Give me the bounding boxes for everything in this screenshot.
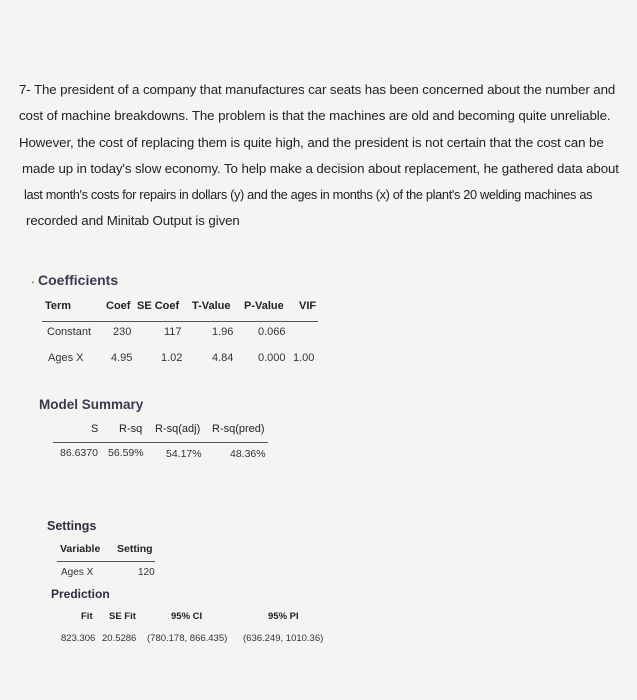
cell-coef: 230 <box>113 326 132 338</box>
cell-term: Constant <box>47 326 92 338</box>
summary-divider <box>53 442 268 443</box>
col-header-95-ci: 95% CI <box>171 611 203 622</box>
prediction-title: Prediction <box>51 587 110 601</box>
cell-setting: 120 <box>138 567 155 578</box>
cell-coef: 4.95 <box>111 352 133 364</box>
col-header-s: S <box>91 423 99 435</box>
problem-line: made up in today's slow economy. To help make a decision about replacement, he gathered data about <box>22 161 619 176</box>
cell-p-value: 0.066 <box>258 326 286 338</box>
value-se-fit: 20.5286 <box>102 633 137 644</box>
problem-line: cost of machine breakdowns. The problem is that the machines are old and becoming quite unreliable. <box>19 108 611 123</box>
col-header-fit: Fit <box>81 611 93 622</box>
value-r-sq-pred: 48.36% <box>230 448 266 460</box>
cell-term: Ages X <box>48 352 84 364</box>
settings-divider <box>57 561 155 562</box>
cell-se-coef: 1.02 <box>161 352 183 364</box>
problem-line: last month's costs for repairs in dollars (y) and the ages in months (x) of the plant's 20 welding machines as <box>24 187 593 202</box>
cell-vif: 1.00 <box>293 352 315 364</box>
cell-se-coef: 117 <box>164 326 182 338</box>
problem-line: However, the cost of replacing them is quite high, and the president is not certain that the cost can be <box>19 135 604 150</box>
coefficients-title: Coefficients <box>38 272 119 288</box>
settings-title: Settings <box>47 519 97 533</box>
bullet-mark: . <box>31 271 35 286</box>
model-summary-title: Model Summary <box>39 397 144 412</box>
col-header-95-pi: 95% PI <box>268 611 299 622</box>
value-95-ci: (780.178, 866.435) <box>147 633 228 644</box>
col-header-r-sq-pred: R-sq(pred) <box>212 423 265 435</box>
col-header-variable: Variable <box>60 543 101 555</box>
col-header-p-value: P-Value <box>244 300 284 312</box>
value-fit: 823.306 <box>61 633 96 644</box>
col-header-term: Term <box>45 300 72 312</box>
col-header-se-coef: SE Coef <box>137 300 180 312</box>
problem-line: recorded and Minitab Output is given <box>26 213 240 228</box>
problem-line: 7- The president of a company that manufactures car seats has been concerned about the number and <box>19 82 616 97</box>
col-header-r-sq: R-sq <box>119 423 143 435</box>
col-header-t-value: T-Value <box>192 300 231 312</box>
value-r-sq: 56.59% <box>108 447 144 459</box>
col-header-vif: VIF <box>299 300 317 312</box>
value-s: 86.6370 <box>60 447 98 459</box>
col-header-r-sq-adj: R-sq(adj) <box>155 423 201 435</box>
col-header-coef: Coef <box>106 300 131 312</box>
cell-t-value: 1.96 <box>212 326 234 338</box>
col-header-se-fit: SE Fit <box>109 611 136 622</box>
table-divider <box>42 321 318 322</box>
cell-p-value: 0.000 <box>258 352 286 364</box>
value-95-pi: (636.249, 1010.36) <box>243 633 324 644</box>
cell-t-value: 4.84 <box>212 352 234 364</box>
col-header-setting: Setting <box>117 543 153 555</box>
value-r-sq-adj: 54.17% <box>166 448 202 460</box>
cell-variable: Ages X <box>61 567 94 578</box>
